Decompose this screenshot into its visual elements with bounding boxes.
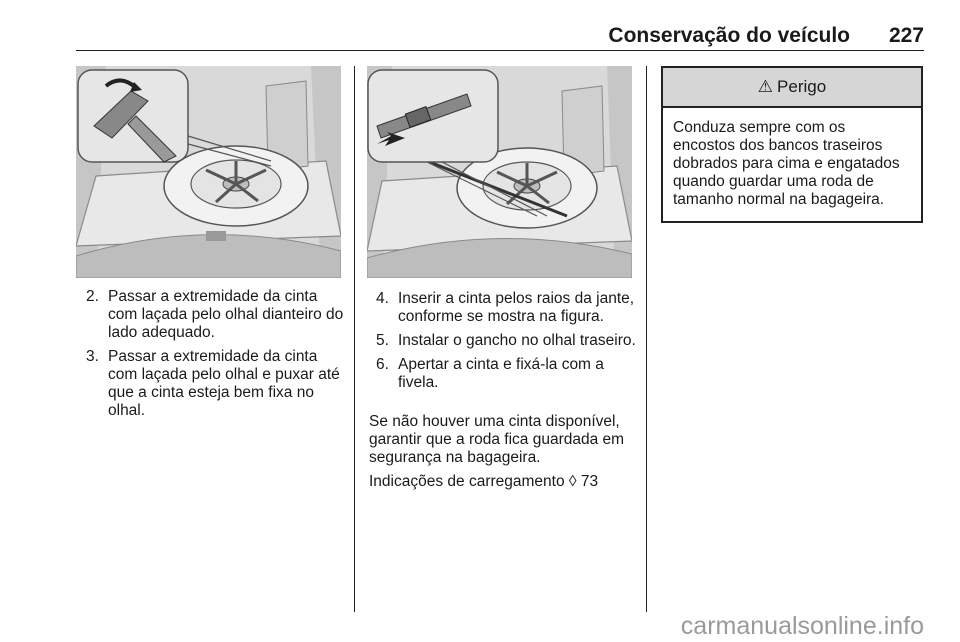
cross-reference-label: Indicações de carregamento	[369, 473, 565, 490]
warning-header	[663, 68, 921, 108]
warning-triangle-icon: ⚠	[757, 77, 774, 96]
list-item	[86, 288, 346, 342]
list-item	[376, 332, 640, 350]
column-divider	[646, 66, 647, 612]
page-number: 227	[888, 24, 924, 47]
step-text: Passar a extremidade da cinta com laçada pelo olhal dianteiro do lado adequado.	[108, 288, 344, 341]
figure-spare-wheel-strap-through-rim	[367, 66, 632, 278]
cross-reference	[369, 473, 641, 491]
figure-spare-wheel-strap-front	[76, 66, 341, 278]
watermark: carmanualsonline.info	[680, 612, 924, 640]
step-text: Passar a extremidade da cinta com laçada pelo olhal e puxar até que a cinta esteja bem fixa no olhal.	[108, 348, 340, 419]
steps-list-column2	[376, 290, 640, 398]
step-text: Inserir a cinta pelos raios da jante, conforme se mostra na figura.	[398, 290, 635, 325]
step-number: 4.	[376, 290, 389, 307]
step-number: 6.	[376, 356, 389, 373]
cross-reference-page[interactable]: 73	[580, 473, 599, 490]
warning-text: Conduza sempre com os encostos dos bancos traseiros dobrados para cima e engatados quando guardar uma roda de tamanho normal na bagageira.	[673, 119, 900, 208]
warning-box	[661, 66, 923, 223]
step-number: 2.	[86, 288, 99, 305]
cross-reference-arrow-icon: ◊	[568, 473, 577, 490]
step-text: Instalar o gancho no olhal traseiro.	[398, 332, 636, 349]
warning-title: Perigo	[777, 77, 827, 96]
header-divider	[76, 50, 924, 51]
steps-list-column1	[86, 288, 346, 426]
body-paragraph: Se não houver uma cinta disponível, garantir que a roda fica guardada em segurança na bagageira.	[369, 413, 625, 466]
list-item	[86, 348, 346, 420]
list-item	[376, 290, 640, 326]
step-number: 3.	[86, 348, 99, 365]
step-number: 5.	[376, 332, 389, 349]
list-item	[376, 356, 640, 392]
column-divider	[354, 66, 355, 612]
page-title: Conservação do veículo	[608, 24, 850, 47]
step-text: Apertar a cinta e fixá-la com a fivela.	[398, 356, 604, 391]
